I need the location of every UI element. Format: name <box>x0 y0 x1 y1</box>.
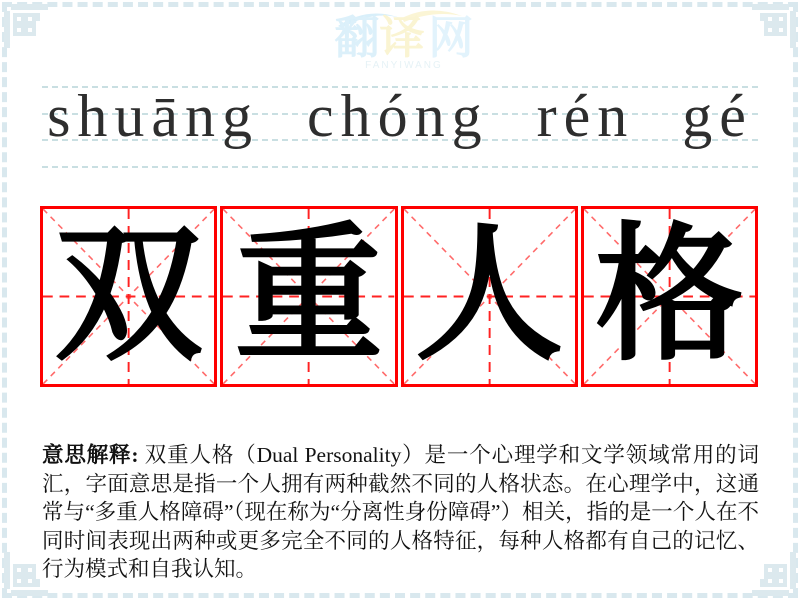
pinyin-text: shuāng chóng rén gé <box>47 83 753 149</box>
fret-ornament-top-right <box>741 1 799 59</box>
hanzi-char: 双 <box>54 214 203 379</box>
logo-char-fan: 翻 <box>334 12 380 63</box>
logo-subtext: FANYIWANG <box>365 60 443 71</box>
tianzige-cell <box>40 206 217 387</box>
tianzige-cell <box>401 206 578 387</box>
tianzige-grid <box>40 206 758 387</box>
logo-char-yi: 译 <box>379 12 425 63</box>
pinyin-section <box>42 70 758 180</box>
hanzi-char: 重 <box>234 214 383 379</box>
fanyiwang-logo <box>334 4 474 74</box>
pinyin-ruled-line <box>42 166 758 168</box>
hanzi-char: 人 <box>415 214 564 379</box>
definition-body: 双重人格（Dual Personality）是一个心理学和文学领域常用的词汇，字面意思是指一个人拥有两种截然不同的人格状态。在心理学中，这通常与“多重人格障碍”（现在称为“分离性身份障碍”）相关，指的是一个人在不同时间表现出两种或更多完全不同的人格特征，每种人格都有自己的记忆、行为模式和自我认知。 <box>42 443 759 582</box>
definition-paragraph <box>42 441 759 584</box>
definition-label: 意思解释: <box>42 443 139 467</box>
fret-ornament-top-left <box>1 1 59 59</box>
tianzige-cell <box>220 206 397 387</box>
tianzige-cell <box>581 206 758 387</box>
logo-char-wang: 网 <box>428 12 474 63</box>
hanzi-char: 格 <box>595 214 744 379</box>
